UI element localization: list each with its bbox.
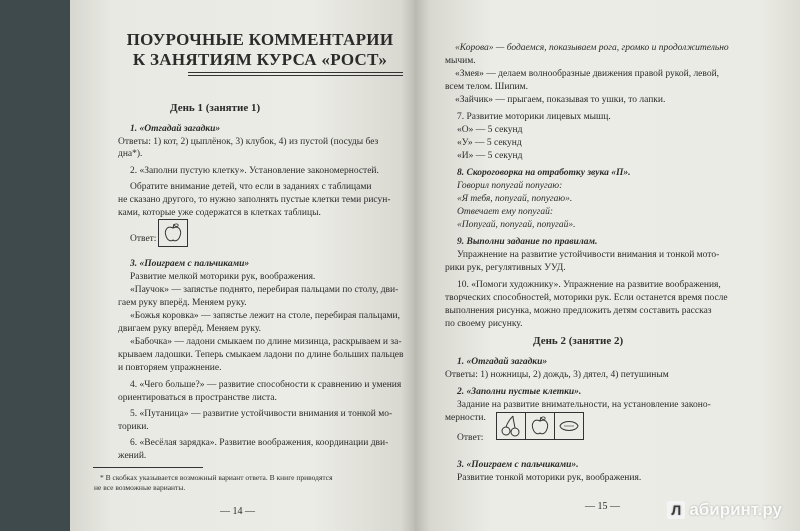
text-line: рики рук, регулятивных УУД. — [445, 263, 566, 273]
text-line: 2. «Заполни пустую клетку». Установление закономерностей. — [130, 166, 379, 176]
text-line: Ответы: 1) ножницы, 2) дождь, 3) дятел, 4) петушиным — [445, 370, 669, 380]
answer-box — [554, 412, 584, 440]
footnote-rule — [93, 467, 203, 468]
text-line: 6. «Весёлая зарядка». Развитие воображения, координации дви- — [130, 438, 389, 448]
text-line: «Я тебя, попугай, попугаю». — [457, 194, 573, 204]
text-line: творческих способностей, моторики рук. Если останется время после — [445, 293, 728, 303]
text-line: «О» — 5 секунд — [457, 125, 523, 135]
text-line: «Бабочка» — ладони смыкаем по длине мизинца, раскрываем и за- — [130, 337, 402, 347]
text-line: 10. «Помоги художнику». Упражнение на развитие воображения, — [457, 280, 721, 290]
text-line: 9. Выполни задание по правилам. — [457, 237, 598, 247]
text-line: торики. — [118, 422, 149, 432]
text-line: «Паучок» — запястье поднято, перебирая пальцами по столу, дви- — [130, 285, 399, 295]
answer-label: Ответ: — [130, 234, 157, 244]
text-line: двигаем руку вперёд. Меняем руку. — [118, 324, 262, 334]
answer-box — [158, 219, 188, 247]
text-line: гаем руку вперёд. Меняем руку. — [118, 298, 247, 308]
chapter-title — [110, 30, 410, 70]
text-line: Обратите внимание детей, что если в заданиях с таблицами — [130, 182, 372, 192]
text-line: «У» — 5 секунд — [457, 138, 522, 148]
text-line: не сказано другого, то нужно заполнять пустые клетки теми рисун- — [118, 195, 391, 205]
text-line: Отвечает ему попугай: — [457, 207, 554, 217]
text-line: по своему рисунку. — [445, 319, 523, 329]
text-line: Развитие тонкой моторики рук, воображения. — [457, 473, 642, 483]
text-line: 2. «Заполни пустые клетки». — [457, 387, 582, 397]
text-line: 5. «Путаница» — развитие устойчивости внимания и тонкой мо- — [130, 409, 393, 419]
text-line: мычим. — [445, 56, 476, 66]
text-line: ориентироваться в пространстве листа. — [118, 393, 277, 403]
page-number: — 14 — — [220, 506, 255, 517]
text-line: Говорил попугай попугаю: — [457, 181, 563, 191]
text-line: выполнения рисунка, можно предложить детям составить рассказ — [445, 306, 712, 316]
cherry-icon — [499, 414, 523, 438]
answer-box — [496, 412, 526, 440]
text-line: Ответы: 1) кот, 2) цыплёнок, 3) клубок, 4) из пустой (посуды без — [118, 137, 379, 147]
text-line: «Божья коровка» — запястье лежит на столе, перебирая пальцами, — [130, 311, 401, 321]
text-line: «И» — 5 секунд — [457, 151, 523, 161]
text-line: и повторяем упражнение. — [118, 363, 222, 373]
text-line: «Зайчик» — прыгаем, показывая то ушки, то лапки. — [455, 95, 666, 105]
footnote: * В скобках указывается возможный вариант ответа. В книге приводятся — [100, 473, 333, 482]
left-page — [70, 0, 415, 531]
right-page — [415, 0, 800, 531]
title-rule — [188, 72, 403, 73]
text-line: 4. «Чего больше?» — развитие способности к сравнению и умения — [130, 380, 402, 390]
text-line: мерности. — [445, 413, 486, 423]
text-line: 3. «Поиграем с пальчиками». — [457, 460, 579, 470]
text-line: 8. Скороговорка на отработку звука «П». — [457, 168, 631, 178]
text-line: дна*). — [118, 149, 143, 159]
watermark — [667, 500, 782, 520]
text-line: жений. — [118, 451, 147, 461]
apple-icon — [162, 222, 184, 244]
day-heading: День 1 (занятие 1) — [170, 102, 261, 114]
text-line: «Змея» — делаем волнообразные движения правой рукой, левой, — [455, 69, 720, 79]
text-line: крываем ладошки. Теперь смыкаем ладони по длине больших пальцев — [118, 350, 404, 360]
text-line: ками, которые уже содержатся в клетках таблицы. — [118, 208, 321, 218]
text-line: «Попугай, попугай, попугай». — [457, 220, 576, 230]
text-line: Задание на развитие внимательности, на установление законо- — [457, 400, 711, 410]
text-line: 1. «Отгадай загадки» — [130, 124, 221, 134]
text-line: Развитие мелкой моторики рук, воображения. — [130, 272, 316, 282]
footnote: не все возможные варианты. — [94, 483, 186, 492]
title-rule-thin — [188, 75, 403, 76]
answer-box — [525, 412, 555, 440]
page-number: — 15 — — [585, 501, 620, 512]
text-line: 7. Развитие моторики лицевых мышц. — [457, 112, 611, 122]
text-line: 1. «Отгадай загадки» — [457, 357, 548, 367]
lemon-icon — [557, 414, 581, 438]
title-line-1: ПОУРОЧНЫЕ КОММЕНТАРИИ — [126, 30, 394, 49]
text-line: 3. «Поиграем с пальчиками» — [130, 259, 250, 269]
text-line: всем телом. Шипим. — [445, 82, 529, 92]
watermark-text: абиринт.ру — [689, 500, 782, 519]
title-line-2: К ЗАНЯТИЯМ КУРСА «РОСТ» — [132, 50, 388, 69]
text-line: «Корова» — бодаемся, показываем рога, громко и продолжительно — [455, 43, 729, 53]
day-heading: День 2 (занятие 2) — [533, 335, 624, 347]
watermark-logo: Л — [667, 501, 685, 519]
text-line: Упражнение на развитие устойчивости внимания и тонкой мото- — [457, 250, 720, 260]
apple-icon — [528, 414, 552, 438]
answer-label: Ответ: — [457, 433, 484, 443]
